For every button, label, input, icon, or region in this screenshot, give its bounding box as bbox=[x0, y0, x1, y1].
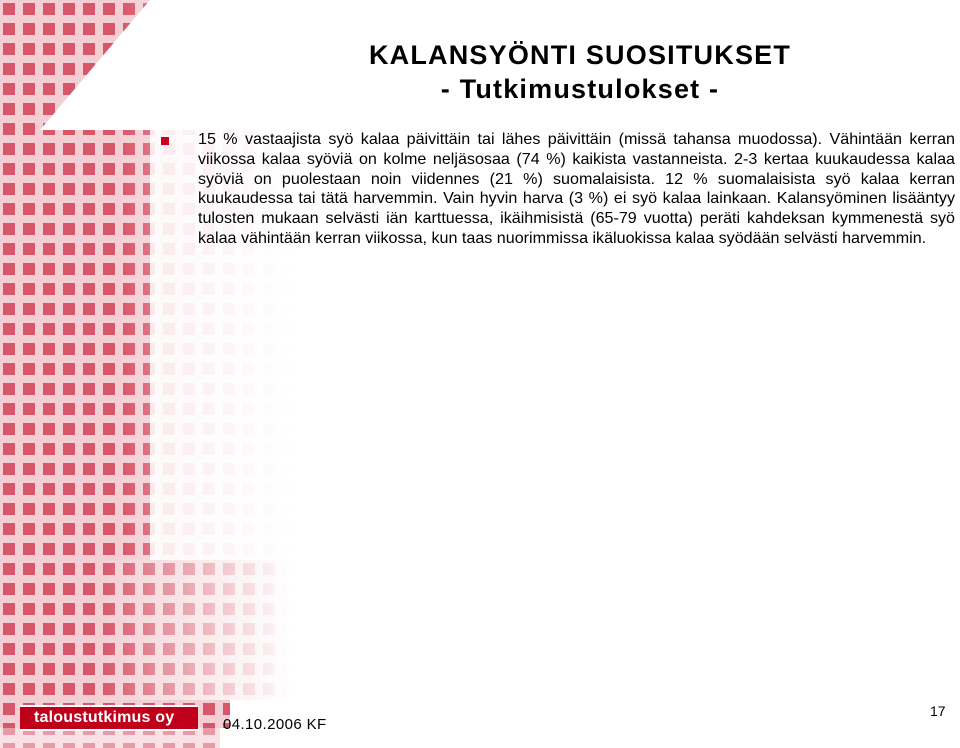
logo-text: taloustutkimus oy bbox=[34, 709, 175, 726]
bullet-square-icon bbox=[161, 137, 169, 145]
title-line-2: - Tutkimustulokset - bbox=[440, 74, 720, 104]
slide-title bbox=[330, 38, 830, 106]
title-line-1: KALANSYÖNTI SUOSITUKSET bbox=[368, 40, 792, 70]
footer-date: 04.10.2006 KF bbox=[223, 716, 327, 733]
page-number: 17 bbox=[930, 703, 946, 719]
company-logo bbox=[20, 705, 198, 731]
bullet-paragraph: 15 % vastaajista syö kalaa päivittäin tai lähes päivittäin (missä tahansa muodossa). Vähintään kerran viikossa kalaa syöviä on kolme neljäsosaa (74 %) kaikista vastanneista. 2-3 kertaa kuukaudessa kalaa syöviä on puolestaan noin viidennes (21 %) suomalaisista. 12 % suomalaisista syö kalaa kerran kuukaudessa tai tätä harvemmin. Vain hyvin harva (3 %) ei syö kalaa lainkaan. Kalansyöminen lisääntyy tulosten mukaan selvästi iän karttuessa, ikäihmisistä (65-79 vuotta) peräti kahdeksan kymmenestä syö kalaa vähintään kerran viikossa, kun taas nuorimmissa ikäluokissa kalaa syödään selvästi harvemmin. bbox=[198, 130, 955, 247]
